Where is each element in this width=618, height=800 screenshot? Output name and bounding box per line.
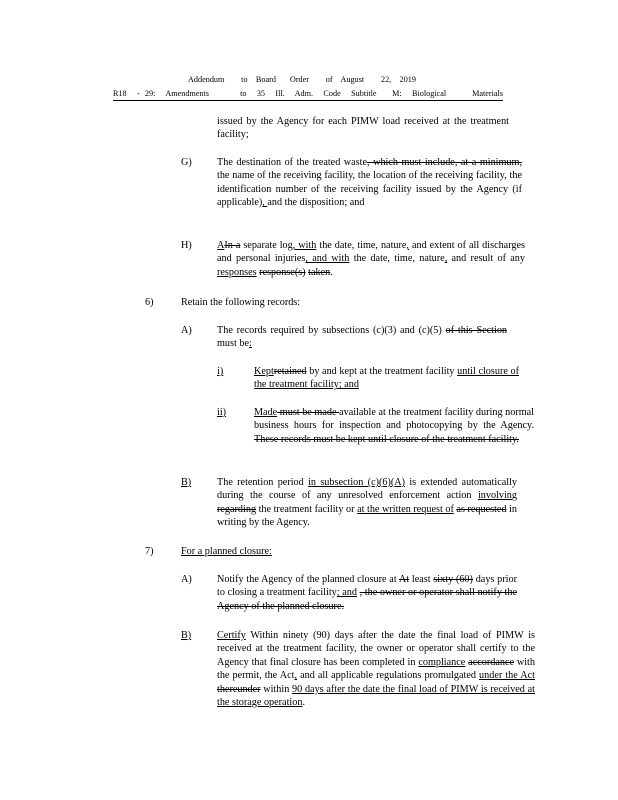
item-g: The destination of the treated waste, which must include, at a minimum, the name of the receiving facility, the location of the receiving facility, the identification number of the receiving facility issued by the Agency (if applicable), and the disposition; and: [217, 157, 522, 209]
item-f-continuation: [217, 115, 509, 142]
item-6b: The retention period in subsection (c)(6)(A) is extended automatically during the course of any unresolved enforcement action involving regarding the treatment facility or at the written request of as requested in writing by the Agency.: [217, 477, 517, 529]
item-6b-label: B): [181, 477, 192, 488]
item-h: AIn a separate log, with the date, time, nature, and extent of all discharges and personal injuries, and with the date, time, nature, and result of any responses response(s) taken.: [217, 240, 525, 278]
header-line-2: R18 - 29: Amendments to 35 Ill. Adm. Code Subtitle M: Biological Materials: [113, 89, 503, 101]
header-line-1: Addendum to Board Order of August 22, 2019: [188, 75, 416, 84]
section-7-label: 7): [145, 546, 154, 557]
item-h-label: H): [181, 240, 192, 251]
item-7b-label: B): [181, 630, 192, 641]
section-6-text: Retain the following records:: [181, 297, 301, 308]
item-7b: Certify Within ninety (90) days after the date the final load of PIMW is received at the treatment facility, the owner or operator shall certify to the Agency that final closure has been completed in compliance accordance with the permit, the Act, and all applicable regulations promulgated under the Act thereunder within 90 days after the date the final load of PIMW is received at the storage operation.: [217, 630, 535, 709]
item-g-label: G): [181, 157, 192, 168]
item-7a-label: A): [181, 574, 192, 585]
item-6a-label: A): [181, 325, 192, 336]
section-7-text: For a planned closure:: [181, 546, 272, 557]
item-7a: Notify the Agency of the planned closure at At least sixty (60) days prior to closing a treatment facility; and , the owner or operator shall notify the Agency of the planned closure.: [217, 574, 518, 612]
item-f-text: issued by the Agency for each PIMW load received at the treatment facility;: [217, 116, 509, 141]
section-6-label: 6): [145, 297, 154, 308]
item-6ai: Keptretained by and kept at the treatment facility until closure of the treatment facility; and: [254, 366, 519, 391]
item-6ai-label: i): [217, 366, 224, 377]
item-6aii-label: ii): [217, 407, 227, 418]
item-6aii: Made must be made available at the treatment facility during normal business hours for inspection and photocopying by the Agency. These records must be kept until closure of the treatment facility.: [254, 407, 534, 445]
item-6a: The records required by subsections (c)(3) and (c)(5) of this Section must be:: [217, 325, 508, 350]
